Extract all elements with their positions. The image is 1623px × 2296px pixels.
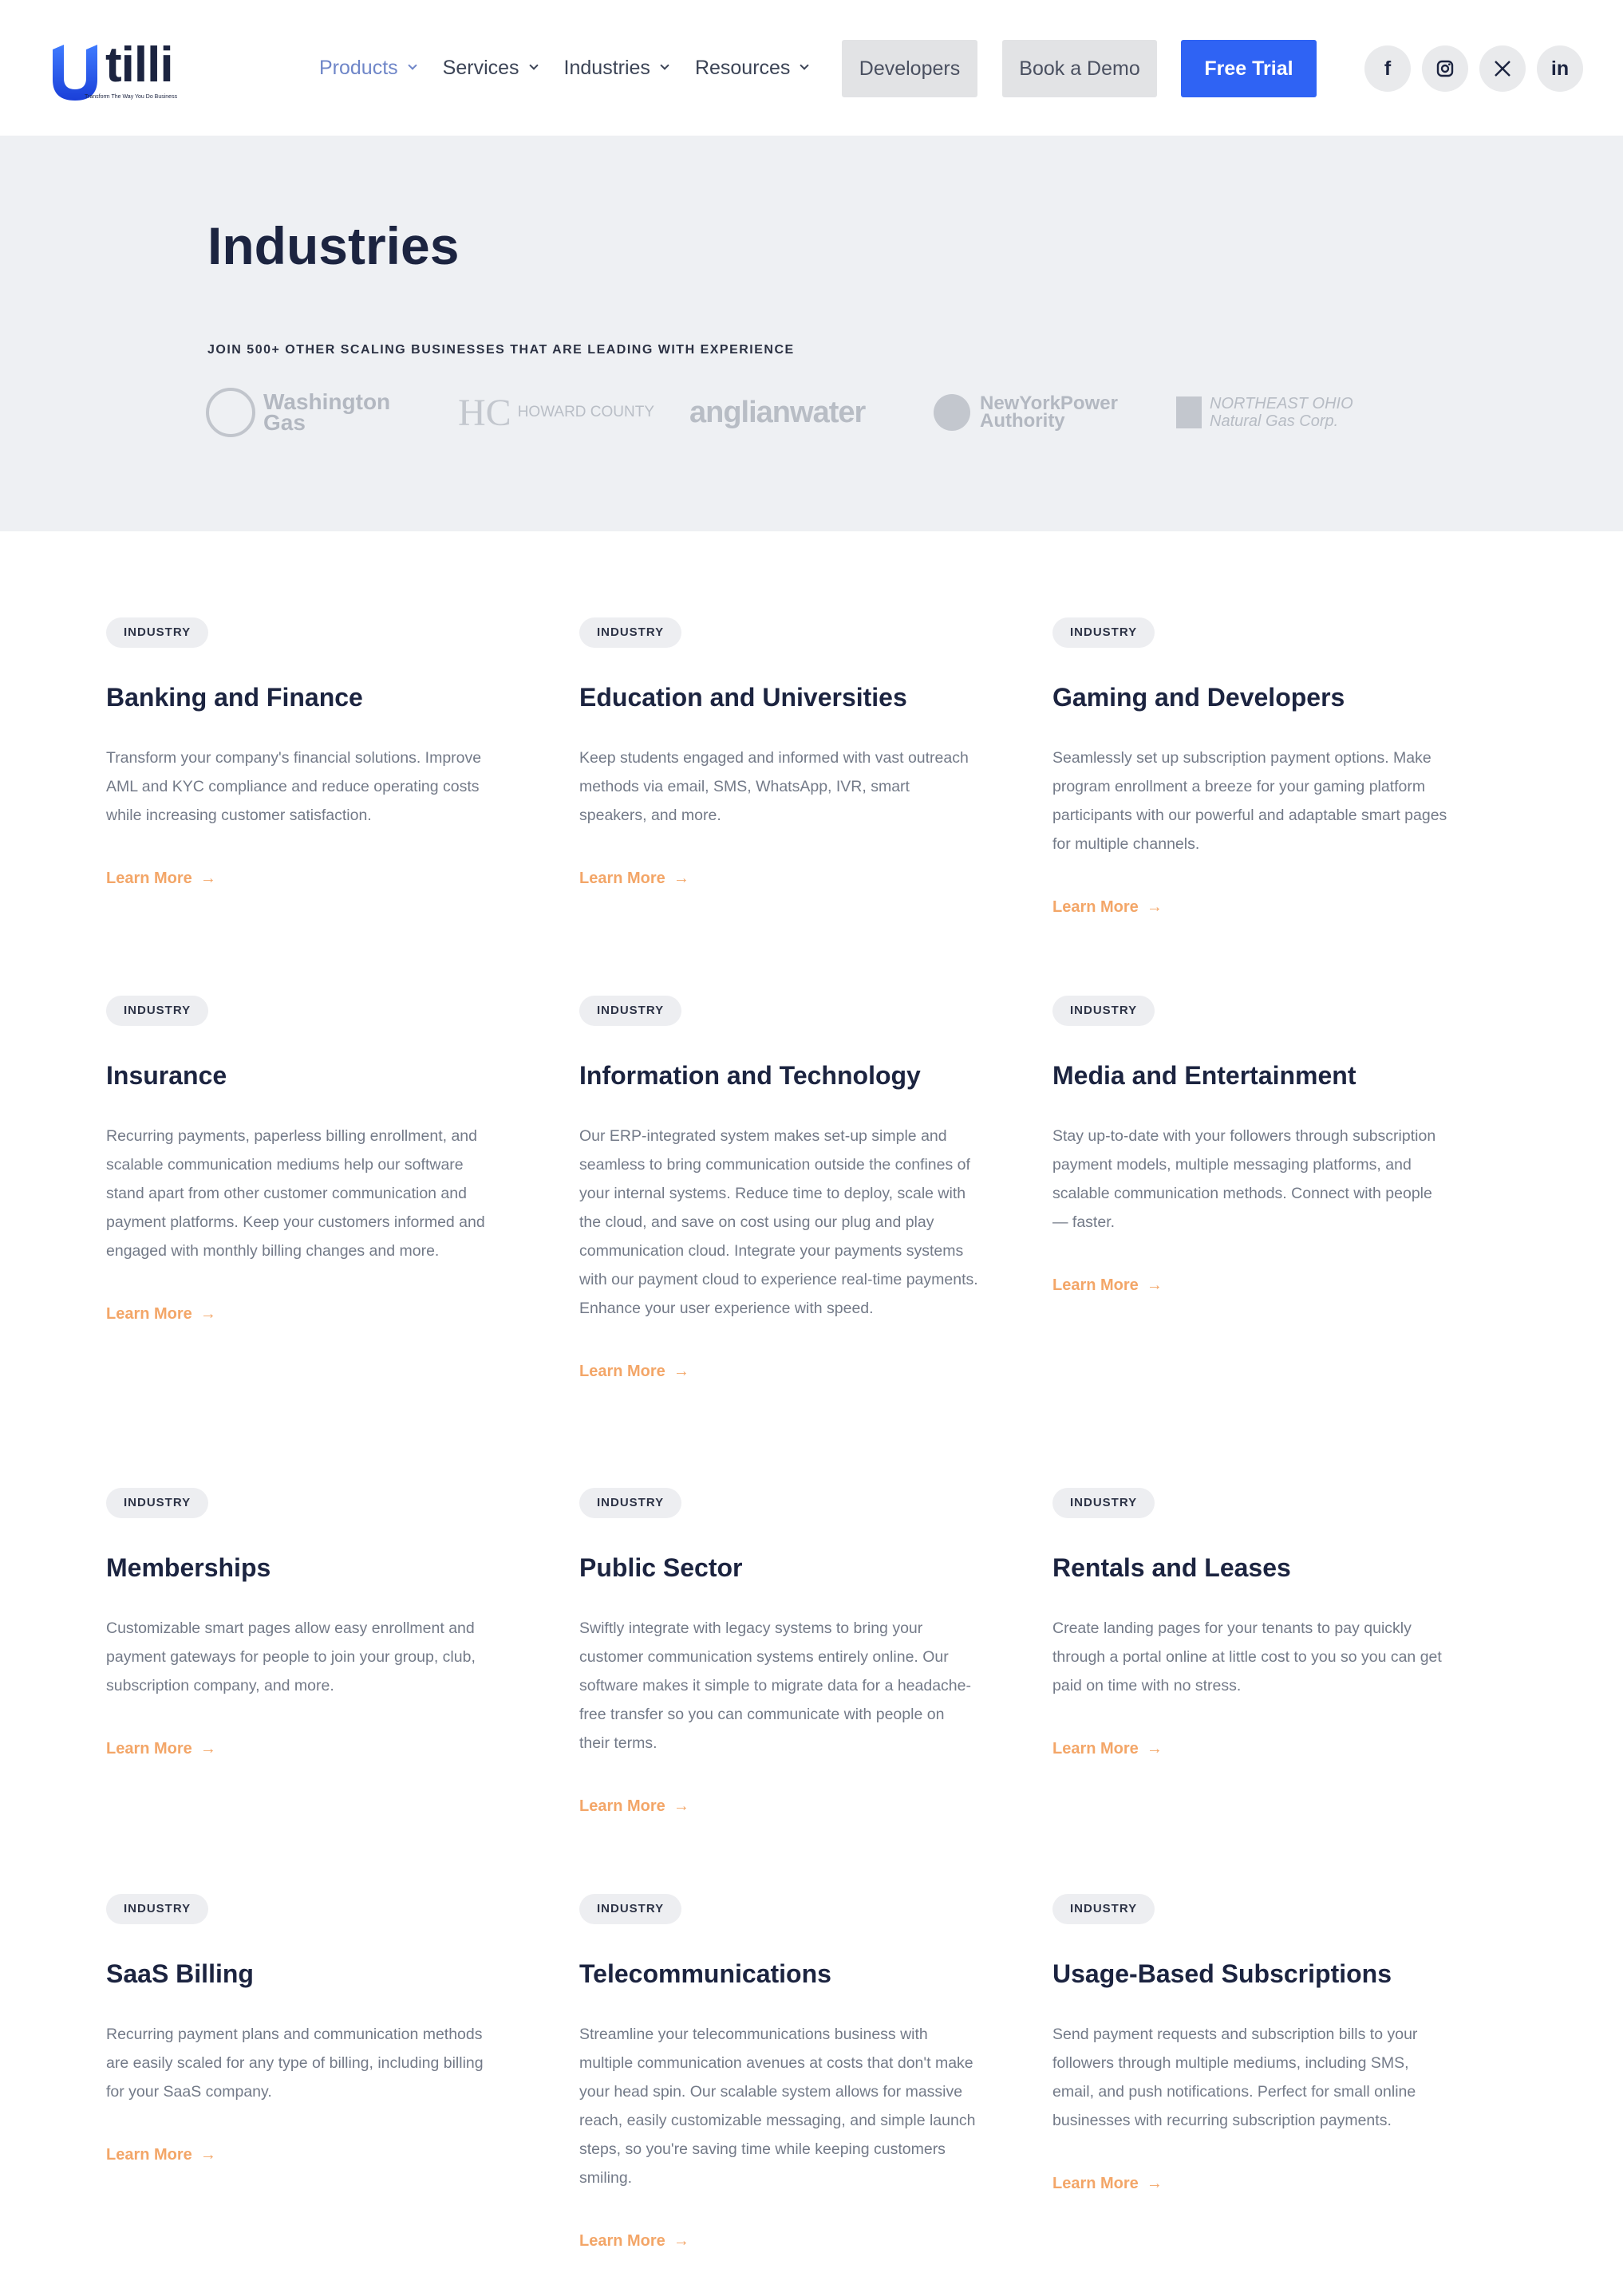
client-logo-neo-gas [1176,385,1353,440]
card-title: Banking and Finance [106,683,363,712]
industry-badge: INDUSTRY [106,617,208,648]
card-title: Usage-Based Subscriptions [1052,1959,1392,1988]
card-title: Gaming and Developers [1052,683,1345,712]
developers-button[interactable]: Developers [842,40,977,97]
link-label: Learn More [1052,2175,1139,2192]
arrow-right-icon: → [199,870,216,887]
main-nav [319,56,835,80]
arrow-right-icon: → [673,1363,689,1380]
client-name: Natural Gas Corp. [1210,412,1339,430]
card-title: Memberships [106,1553,271,1582]
client-name: Gas [263,410,306,435]
arrow-right-icon: → [673,2232,689,2250]
flame-icon [206,388,255,437]
link-label: Learn More [579,2232,665,2250]
industry-card [579,1488,978,1816]
utilli-logo[interactable] [49,37,185,107]
arrow-right-icon: → [1146,898,1163,916]
learn-more-link[interactable] [579,2232,689,2251]
card-description: Transform your company's financial solutions. Improve AML and KYC compliance and reduce operating costs while increasing customer satisfaction. [106,749,482,824]
industry-card [106,1488,505,1758]
link-label: Learn More [579,870,665,887]
industry-card [106,617,505,888]
free-trial-button[interactable]: Free Trial [1181,40,1317,97]
chevron-down-icon [529,61,538,69]
card-description: Swiftly integrate with legacy systems to bring your customer communication systems entirely online. Our software makes it simple to migrate data for a headache-free transfer so you can communicate with people on their terms. [579,1619,971,1752]
arrow-right-icon: → [1146,1740,1163,1758]
learn-more-link[interactable] [1052,2175,1163,2193]
client-logos [206,385,1355,448]
link-label: Learn More [579,1797,665,1815]
chevron-down-icon [408,61,417,69]
learn-more-link[interactable] [1052,898,1163,917]
industry-card [106,996,505,1324]
chevron-down-icon [800,61,809,69]
industry-badge: INDUSTRY [1052,1894,1155,1924]
learn-more-link[interactable] [579,1797,689,1816]
instagram-glyph [1435,59,1455,78]
card-title: Public Sector [579,1553,743,1582]
arrow-right-icon: → [1146,1276,1163,1294]
x-twitter-icon[interactable] [1479,45,1526,92]
arrow-right-icon: → [199,1740,216,1758]
industries-grid [0,531,1623,2296]
industry-card [579,617,978,888]
hero-kicker: JOIN 500+ OTHER SCALING BUSINESSES THAT ARE LEADING WITH EXPERIENCE [207,343,795,357]
client-name: NewYorkPower [980,393,1118,414]
arrow-right-icon: → [673,870,689,887]
page-title: Industries [207,216,460,275]
card-description: Keep students engaged and informed with vast outreach methods via email, SMS, WhatsApp, IVR, smart speakers, and more. [579,749,969,824]
industry-card [1052,996,1451,1295]
link-label: Learn More [1052,1740,1139,1758]
client-logo-anglian-water [689,385,865,440]
card-description: Our ERP-integrated system makes set-up simple and seamless to bring communication outside the confines of your internal systems. Reduce time to deploy, scale with the cloud, and save on cost using our plug and play communication cloud. Integrate your payments systems with our payment cloud to experience real-time payments. Enhance your user experience with speed. [579,1127,978,1317]
card-description: Stay up-to-date with your followers through subscription payment models, multiple messaging platforms, and scalable communication methods. Connect with people — faster. [1052,1127,1436,1231]
card-title: Telecommunications [579,1959,831,1988]
nav-item-products[interactable] [319,56,416,80]
client-name: Washington [263,389,391,414]
industry-badge: INDUSTRY [106,1488,208,1518]
industry-badge: INDUSTRY [579,996,681,1026]
industry-badge: INDUSTRY [106,1894,208,1924]
industry-card [1052,1488,1451,1758]
hc-icon: HC [458,391,511,434]
card-description: Send payment requests and subscription bills to your followers through multiple mediums, including SMS, email, and push notifications. Perfect for small online businesses with recurring subscription payments. [1052,2026,1418,2129]
link-label: Learn More [106,870,192,887]
link-label: Learn More [106,2146,192,2164]
nav-label: Resources [694,56,791,79]
learn-more-link[interactable] [579,1363,689,1381]
learn-more-link[interactable] [1052,1740,1163,1758]
card-description: Customizable smart pages allow easy enrollment and payment gateways for people to join your group, club, subscription company, and more. [106,1619,476,1694]
nav-label: Industries [563,56,650,79]
link-label: Learn More [106,1305,192,1323]
learn-more-link[interactable] [579,870,689,888]
card-title: Rentals and Leases [1052,1553,1291,1582]
card-title: Insurance [106,1061,227,1090]
arrow-right-icon: → [199,1305,216,1323]
neo-icon [1176,396,1202,428]
industry-badge: INDUSTRY [106,996,208,1026]
industry-badge: INDUSTRY [1052,996,1155,1026]
industry-card [579,1894,978,2251]
link-label: Learn More [106,1740,192,1758]
card-description: Streamline your telecommunications business with multiple communication avenues at costs that don't make your head spin. Our scalable system allows for massive reach, easily customizable messaging, and simple launch steps, so you're saving time while keeping customers smiling. [579,2026,976,2187]
arrow-right-icon: → [199,2146,216,2164]
site-header [0,0,1623,136]
industry-badge: INDUSTRY [579,1894,681,1924]
nav-item-industries[interactable] [564,56,668,80]
client-logo-washington-gas [206,385,390,440]
card-description: Recurring payments, paperless billing enrollment, and scalable communication mediums help our software stand apart from other customer communication and payment platforms. Keep your customers informed and engaged with monthly billing changes and more. [106,1127,485,1260]
client-name: Authority [980,410,1065,432]
link-label: Learn More [579,1363,665,1380]
book-demo-button[interactable]: Book a Demo [1002,40,1157,97]
industry-badge: INDUSTRY [1052,617,1155,648]
card-title: Media and Entertainment [1052,1061,1356,1090]
client-name: NORTHEAST OHIO [1210,395,1353,412]
hero-section [0,136,1623,531]
logo-tagline: Transform The Way You Do Business [85,94,178,100]
nav-label: Products [319,56,398,79]
client-logo-howard-county [458,385,654,440]
card-description: Create landing pages for your tenants to pay quickly through a portal online at little cost to you so you can get paid on time with no stress. [1052,1619,1442,1694]
learn-more-link[interactable] [106,2146,216,2164]
nav-item-resources[interactable] [695,56,808,80]
link-label: Learn More [1052,898,1139,916]
arrow-right-icon: → [673,1797,689,1815]
chevron-down-icon [660,61,669,69]
nav-item-services[interactable] [443,56,537,80]
card-title: SaaS Billing [106,1959,254,1988]
industry-card [579,996,978,1381]
learn-more-link[interactable] [106,1305,216,1324]
nav-label: Services [442,56,519,79]
industry-card [1052,1894,1451,2193]
client-name: anglianwater [689,395,866,429]
facebook-icon[interactable]: f [1364,45,1411,92]
learn-more-link[interactable] [1052,1276,1163,1295]
instagram-icon[interactable] [1422,45,1468,92]
industry-badge: INDUSTRY [579,617,681,648]
client-name: HOWARD COUNTY [517,404,655,420]
card-title: Information and Technology [579,1061,921,1090]
industry-card [1052,617,1451,917]
nypa-icon [934,394,970,431]
card-title: Education and Universities [579,683,907,712]
link-label: Learn More [1052,1276,1139,1294]
industry-badge: INDUSTRY [1052,1488,1155,1518]
logo-wordmark: tilli [105,37,173,93]
client-logo-nypa [934,385,1118,440]
x-glyph [1493,59,1512,78]
card-description: Seamlessly set up subscription payment options. Make program enrollment a breeze for your gaming platform participants with our powerful and adaptable smart pages for multiple channels. [1052,749,1447,853]
arrow-right-icon: → [1146,2175,1163,2192]
industry-badge: INDUSTRY [579,1488,681,1518]
industry-card [106,1894,505,2164]
linkedin-icon[interactable]: in [1537,45,1583,92]
learn-more-link[interactable] [106,1740,216,1758]
learn-more-link[interactable] [106,870,216,888]
card-description: Recurring payment plans and communication methods are easily scaled for any type of billing, including billing for your SaaS company. [106,2026,484,2101]
